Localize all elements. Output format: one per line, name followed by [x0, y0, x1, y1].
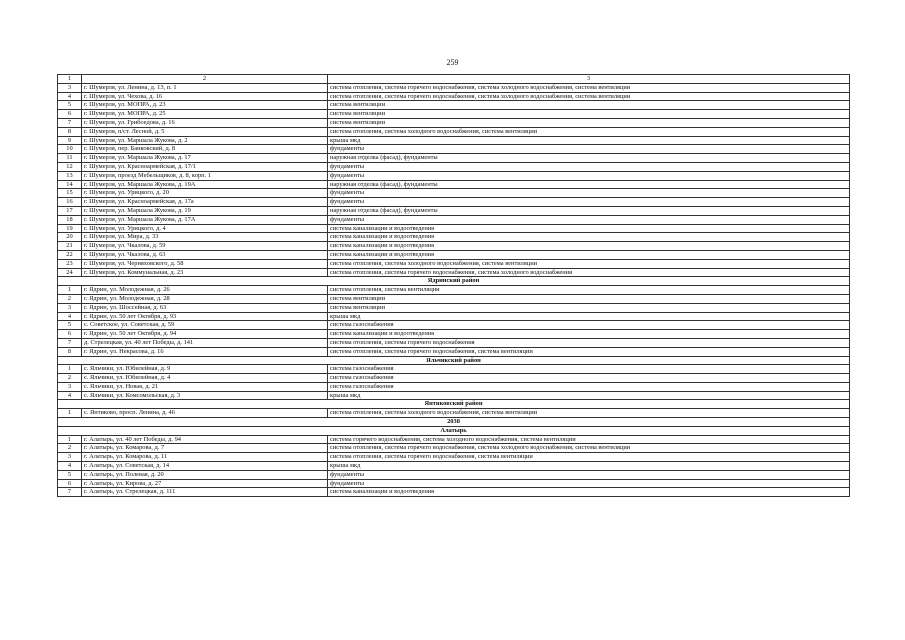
- systems-cell: система отопления, система горячего водоснабжения, система холодного водоснабжения, система вентиляции: [328, 444, 850, 453]
- address-cell: д. Стрелецкая, ул. 40 лет Победы, д. 141: [82, 338, 328, 347]
- row-number: 9: [58, 136, 82, 145]
- table-row: [58, 409, 850, 418]
- address-cell: г. Шумерля, п/ст. Лесной, д. 5: [82, 127, 328, 136]
- table-row: [58, 198, 850, 207]
- table-row: [58, 118, 850, 127]
- address-cell: с. Янтиково, просп. Ленина, д. 46: [82, 409, 328, 418]
- systems-cell: система газоснабжения: [328, 374, 850, 383]
- systems-cell: система газоснабжения: [328, 321, 850, 330]
- row-number: 21: [58, 242, 82, 251]
- systems-cell: система канализации и водоотведения: [328, 488, 850, 497]
- repair-schedule-table: [57, 74, 850, 497]
- table-row: [58, 391, 850, 400]
- systems-cell: система вентиляции: [328, 110, 850, 119]
- page-number: 259: [446, 58, 459, 67]
- row-number: 2: [58, 374, 82, 383]
- row-number: 22: [58, 250, 82, 259]
- row-number: 10: [58, 145, 82, 154]
- table-row: [58, 233, 850, 242]
- row-number: 4: [58, 312, 82, 321]
- address-cell: г. Шумерля, ул. МОПРА, д. 25: [82, 110, 328, 119]
- table-row: [58, 127, 850, 136]
- section-title: 2038: [58, 418, 850, 427]
- systems-cell: фундаменты: [328, 198, 850, 207]
- row-number: 13: [58, 171, 82, 180]
- address-cell: г. Шумерля, ул. Красноармейская, д. 17а: [82, 198, 328, 207]
- table-row: [58, 303, 850, 312]
- systems-cell: фундаменты: [328, 470, 850, 479]
- address-cell: г. Алатырь, ул. Полевая, д. 20: [82, 470, 328, 479]
- systems-cell: система вентиляции: [328, 101, 850, 110]
- table-row: [58, 242, 850, 251]
- systems-cell: система отопления, система горячего водоснабжения, система холодного водоснабжения, система вентиляции: [328, 92, 850, 101]
- row-number: 3: [58, 303, 82, 312]
- table-row: [58, 268, 850, 277]
- table-row: [58, 136, 850, 145]
- address-cell: г. Шумерля, ул. Чкалова, д. 59: [82, 242, 328, 251]
- row-number: 19: [58, 224, 82, 233]
- systems-cell: фундаменты: [328, 189, 850, 198]
- table-row: [58, 101, 850, 110]
- address-cell: г. Алатырь, ул. Кирова, д. 27: [82, 479, 328, 488]
- table-row: [58, 92, 850, 101]
- row-number: 16: [58, 198, 82, 207]
- row-number: 24: [58, 268, 82, 277]
- section-row: [58, 400, 850, 409]
- section-row: [58, 356, 850, 365]
- row-number: 20: [58, 233, 82, 242]
- table-row: [58, 215, 850, 224]
- systems-cell: фундаменты: [328, 162, 850, 171]
- section-title: Ядринский район: [58, 277, 850, 286]
- systems-cell: крыша мкд: [328, 462, 850, 471]
- systems-cell: фундаменты: [328, 215, 850, 224]
- systems-cell: система отопления, система горячего водоснабжения, система вентиляции: [328, 347, 850, 356]
- systems-cell: фундаменты: [328, 171, 850, 180]
- systems-cell: система газоснабжения: [328, 382, 850, 391]
- systems-cell: система отопления, система горячего водоснабжения: [328, 338, 850, 347]
- address-cell: г. Ядрин, ул. 50 лет Октября, д. 93: [82, 312, 328, 321]
- systems-cell: крыша мкд: [328, 312, 850, 321]
- table-row: [58, 321, 850, 330]
- column-number: 3: [328, 75, 850, 84]
- systems-cell: наружная отделка (фасад), фундаменты: [328, 154, 850, 163]
- row-number: 5: [58, 321, 82, 330]
- table-row: [58, 488, 850, 497]
- systems-cell: фундаменты: [328, 479, 850, 488]
- systems-cell: наружная отделка (фасад), фундаменты: [328, 206, 850, 215]
- systems-cell: система канализации и водоотведения: [328, 250, 850, 259]
- address-cell: г. Шумерля, ул. Маршала Жукова, д. 17: [82, 154, 328, 163]
- address-cell: с. Яльчики, ул. Юбилейная, д. 4: [82, 374, 328, 383]
- address-cell: г. Шумерля, ул. Урицкого, д. 4: [82, 224, 328, 233]
- row-number: 1: [58, 365, 82, 374]
- column-number-row: [58, 75, 850, 84]
- systems-cell: система отопления, система горячего водоснабжения, система холодного водоснабжения, система вентиляции: [328, 83, 850, 92]
- column-number: 2: [82, 75, 328, 84]
- table-row: [58, 382, 850, 391]
- systems-cell: крыша мкд: [328, 136, 850, 145]
- row-number: 7: [58, 118, 82, 127]
- address-cell: г. Шумерля, пер. Банковский, д. 8: [82, 145, 328, 154]
- table-row: [58, 462, 850, 471]
- table-row: [58, 444, 850, 453]
- systems-cell: система отопления, система горячего водоснабжения, система вентиляции: [328, 453, 850, 462]
- systems-cell: система вентиляции: [328, 118, 850, 127]
- address-cell: с. Советское, ул. Советская, д. 59: [82, 321, 328, 330]
- systems-cell: система отопления, система холодного водоснабжения, система вентиляции: [328, 259, 850, 268]
- row-number: 18: [58, 215, 82, 224]
- table-row: [58, 206, 850, 215]
- table-row: [58, 338, 850, 347]
- address-cell: г. Шумерля, ул. Черняховского, д. 58: [82, 259, 328, 268]
- address-cell: г. Ядрин, ул. Молодежная, д. 26: [82, 286, 328, 295]
- address-cell: г. Ядрин, ул. Некрасова, д. 16: [82, 347, 328, 356]
- row-number: 23: [58, 259, 82, 268]
- systems-cell: система вентиляции: [328, 303, 850, 312]
- table-row: [58, 145, 850, 154]
- row-number: 2: [58, 444, 82, 453]
- systems-cell: система отопления, система вентиляции: [328, 286, 850, 295]
- address-cell: г. Шумерля, ул. Чкалова, д. 63: [82, 250, 328, 259]
- address-cell: г. Ядрин, ул. Шоссейная, д. 63: [82, 303, 328, 312]
- row-number: 3: [58, 382, 82, 391]
- table-row: [58, 294, 850, 303]
- table-row: [58, 110, 850, 119]
- address-cell: г. Алатырь, ул. Комарова, д. 7: [82, 444, 328, 453]
- address-cell: г. Алатырь, ул. Советская, д. 14: [82, 462, 328, 471]
- row-number: 6: [58, 110, 82, 119]
- table-row: [58, 162, 850, 171]
- systems-cell: система горячего водоснабжения, система холодного водоснабжения, система вентиляции: [328, 435, 850, 444]
- table-row: [58, 224, 850, 233]
- section-row: [58, 426, 850, 435]
- address-cell: г. Шумерля, ул. Чехова, д. 16: [82, 92, 328, 101]
- row-number: 6: [58, 330, 82, 339]
- table-row: [58, 312, 850, 321]
- row-number: 12: [58, 162, 82, 171]
- row-number: 7: [58, 338, 82, 347]
- address-cell: г. Алатырь, ул. Комарова, д. 11: [82, 453, 328, 462]
- address-cell: г. Алатырь, ул. 40 лет Победы, д. 94: [82, 435, 328, 444]
- section-title: Алатырь: [58, 426, 850, 435]
- row-number: 11: [58, 154, 82, 163]
- systems-cell: система канализации и водоотведения: [328, 224, 850, 233]
- table-row: [58, 189, 850, 198]
- address-cell: с. Яльчики, ул. Новая, д. 21: [82, 382, 328, 391]
- address-cell: г. Шумерля, ул. Грибоедова, д. 16: [82, 118, 328, 127]
- table-body: [58, 75, 850, 497]
- row-number: 8: [58, 127, 82, 136]
- row-number: 1: [58, 435, 82, 444]
- address-cell: с. Яльчики, ул. Комсомольская, д. 3: [82, 391, 328, 400]
- address-cell: г. Шумерля, ул. Урицкого, д. 20: [82, 189, 328, 198]
- table-row: [58, 330, 850, 339]
- systems-cell: система канализации и водоотведения: [328, 233, 850, 242]
- address-cell: г. Ядрин, ул. 50 лет Октября, д. 94: [82, 330, 328, 339]
- table-row: [58, 250, 850, 259]
- systems-cell: наружная отделка (фасад), фундаменты: [328, 180, 850, 189]
- row-number: 6: [58, 479, 82, 488]
- systems-cell: система отопления, система холодного водоснабжения, система вентиляции: [328, 409, 850, 418]
- table-row: [58, 374, 850, 383]
- address-cell: г. Шумерля, ул. Ленина, д. 13, п. 1: [82, 83, 328, 92]
- row-number: 7: [58, 488, 82, 497]
- address-cell: г. Шумерля, ул. Коммунальная, д. 23: [82, 268, 328, 277]
- table-row: [58, 453, 850, 462]
- address-cell: г. Шумерля, ул. Мира, д. 33: [82, 233, 328, 242]
- table-row: [58, 171, 850, 180]
- address-cell: г. Шумерля, ул. Маршала Жукова, д. 19: [82, 206, 328, 215]
- table-row: [58, 479, 850, 488]
- row-number: 8: [58, 347, 82, 356]
- table-row: [58, 154, 850, 163]
- systems-cell: система вентиляции: [328, 294, 850, 303]
- row-number: 4: [58, 92, 82, 101]
- address-cell: г. Шумерля, ул. Маршала Жукова, д. 2: [82, 136, 328, 145]
- section-row: [58, 277, 850, 286]
- table-row: [58, 259, 850, 268]
- table-row: [58, 347, 850, 356]
- table-row: [58, 286, 850, 295]
- systems-cell: система канализации и водоотведения: [328, 242, 850, 251]
- row-number: 1: [58, 409, 82, 418]
- table-row: [58, 470, 850, 479]
- row-number: 4: [58, 462, 82, 471]
- row-number: 17: [58, 206, 82, 215]
- section-row: [58, 418, 850, 427]
- systems-cell: фундаменты: [328, 145, 850, 154]
- row-number: 3: [58, 83, 82, 92]
- table-row: [58, 180, 850, 189]
- address-cell: г. Алатырь, ул. Стрелецкая, д. 111: [82, 488, 328, 497]
- systems-cell: крыша мкд: [328, 391, 850, 400]
- section-title: Яльчикский район: [58, 356, 850, 365]
- address-cell: с. Яльчики, ул. Юбилейная, д. 9: [82, 365, 328, 374]
- systems-cell: система канализации и водоотведения: [328, 330, 850, 339]
- address-cell: г. Шумерля, ул. Маршала Жукова, д. 19А: [82, 180, 328, 189]
- row-number: 3: [58, 453, 82, 462]
- section-title: Янтиковский район: [58, 400, 850, 409]
- row-number: 15: [58, 189, 82, 198]
- systems-cell: система отопления, система горячего водоснабжения, система холодного водоснабжения: [328, 268, 850, 277]
- table-row: [58, 435, 850, 444]
- address-cell: г. Шумерля, ул. Красноармейская, д. 17/1: [82, 162, 328, 171]
- row-number: 2: [58, 294, 82, 303]
- systems-cell: система газоснабжения: [328, 365, 850, 374]
- address-cell: г. Ядрин, ул. Молодежная, д. 28: [82, 294, 328, 303]
- row-number: 14: [58, 180, 82, 189]
- address-cell: г. Шумерля, ул. Маршала Жукова, д. 17А: [82, 215, 328, 224]
- row-number: 5: [58, 470, 82, 479]
- row-number: 4: [58, 391, 82, 400]
- address-cell: г. Шумерля, ул. МОПРА, д. 23: [82, 101, 328, 110]
- systems-cell: система отопления, система холодного водоснабжения, система вентиляции: [328, 127, 850, 136]
- address-cell: г. Шумерля, проезд Мебельщиков, д. 8, корп. 1: [82, 171, 328, 180]
- table-row: [58, 365, 850, 374]
- column-number: 1: [58, 75, 82, 84]
- row-number: 1: [58, 286, 82, 295]
- row-number: 5: [58, 101, 82, 110]
- table-row: [58, 83, 850, 92]
